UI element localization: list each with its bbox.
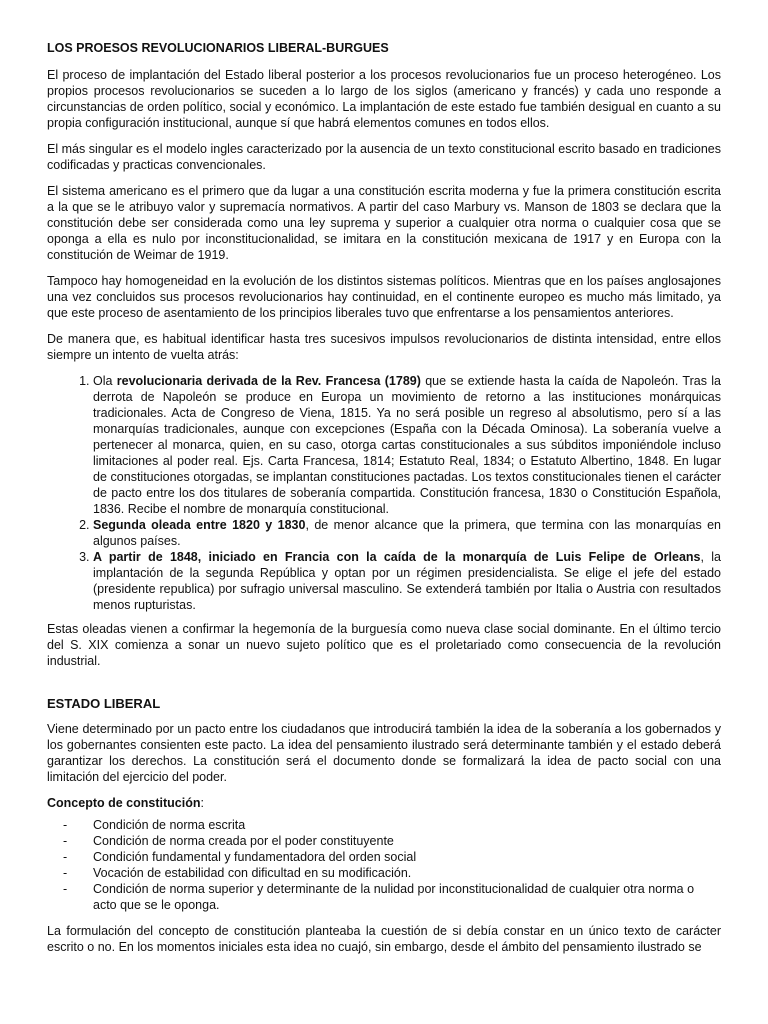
concept-heading-colon: :: [200, 796, 204, 810]
closing-paragraph: Estas oleadas vienen a confirmar la hegemonía de la burguesía como nueva clase social dominante. En el último tercio del S. XIX comienza a sonar un nuevo sujeto político que es el proletariado como consecuencia de la revolución industrial.: [47, 622, 721, 668]
document-title: LOS PROESOS REVOLUCIONARIOS LIBERAL-BURGUES: [47, 41, 389, 55]
dash-bullet: -: [63, 882, 68, 896]
estado-liberal-paragraph: Viene determinado por un pacto entre los ciudadanos que introducirá también la idea de la soberanía a los gobernados y los gobernantes consienten este pacto. La idea del pensamiento ilustrado será determinante también y el estado deberá garantizar los derechos. La constitución será el documento donde se formalizará la idea de pacto social con una limitación del ejercicio del poder.: [47, 722, 721, 784]
concept-item-text: Condición de norma superior y determinante de la nulidad por inconstitucionalidad de cualquier otra norma o acto que se le oponga.: [93, 882, 695, 912]
intro-paragraph-4: Tampoco hay homogeneidad en la evolución de los distintos sistemas políticos. Mientras que en los países anglosajones una vez concluidos sus procesos revolucionarios hay continuidad, en el continente europeo es mucho más limitado, ya que este proceso de asentamiento de los principios liberales tuvo que enfrentarse a los pensamientos anteriores.: [47, 274, 721, 320]
dash-bullet: -: [63, 850, 68, 864]
concept-list: [47, 817, 721, 913]
dash-bullet: -: [63, 834, 68, 848]
concept-item-text: Condición de norma escrita: [93, 818, 246, 832]
concept-item: [47, 865, 721, 881]
section-heading-estado-liberal: ESTADO LIBERAL: [47, 696, 161, 711]
wave-item-2: [93, 517, 721, 549]
wave-1-rest: que se extiende hasta la caída de Napoleón. Tras la derrota de Napoleón se produce en Europa un movimiento de retorno a las instituciones monárquicas tradicionales. Acta de Congreso de Viena, 1815. Ya no será posible un regreso al absolutismo, pero sí a las monarquías tradicionales, aunque con excepciones (España con la Década Ominosa). La soberanía vuelve a pertenecer al monarca, quien, en su caso, otorga cartas constitucionales a sus súbditos imponiéndole incluso limitaciones al poder real. Ejs. Carta Francesa, 1814; Estatuto Real, 1834; o Estatuto Albertino, 1848. En lugar de constituciones otorgadas, se implantan constituciones pactadas. Los textos constitucionales tienen el carácter de pacto entre los dos titulares de soberanía compartida. Constitución francesa, 1830 o Constitución Española, 1836. Recibe el nombre de monarquía constitucional.: [93, 374, 721, 516]
wave-3-rest: , la implantación de la segunda República y optan por un régimen presidencialista. Se elige el jefe del estado (presidente republica) por sufragio universal masculino. Se extenderá también por Italia o Austria con resultados menos rupturistas.: [93, 550, 721, 612]
wave-2-rest: , de menor alcance que la primera, que termina con las monarquías en algunos países.: [93, 518, 721, 548]
concept-item-text: Condición de norma creada por el poder constituyente: [93, 834, 394, 848]
wave-item-1: [93, 373, 721, 517]
wave-item-3: [93, 549, 721, 613]
intro-paragraph-5: De manera que, es habitual identificar hasta tres sucesivos impulsos revolucionarios de distinta intensidad, entre ellos siempre un intento de vuelta atrás:: [47, 332, 721, 362]
concept-item: [47, 881, 721, 913]
wave-3-bold: A partir de 1848, iniciado en Francia con la caída de la monarquía de Luis Felipe de Orleans: [93, 550, 701, 564]
wave-1-bold: revolucionaria derivada de la Rev. Francesa (1789): [116, 374, 421, 388]
concept-item-text: Condición fundamental y fundamentadora del orden social: [93, 850, 417, 864]
final-paragraph: La formulación del concepto de constitución planteaba la cuestión de si debía constar en un único texto de carácter escrito o no. En los momentos iniciales esta idea no cuajó, sin embargo, desde el ámbito del pensamiento ilustrado se: [47, 924, 721, 954]
intro-paragraph-2: El más singular es el modelo ingles caracterizado por la ausencia de un texto constitucional escrito basado en tradiciones codificadas y practicas convencionales.: [47, 142, 721, 172]
dash-bullet: -: [63, 866, 68, 880]
concept-heading: [47, 795, 721, 811]
wave-2-bold: Segunda oleada entre 1820 y 1830: [93, 518, 306, 532]
wave-1-lead: Ola: [93, 374, 117, 388]
dash-bullet: -: [63, 818, 68, 832]
concept-heading-label: Concepto de constitución: [47, 796, 201, 810]
concept-item-text: Vocación de estabilidad con dificultad en su modificación.: [93, 866, 412, 880]
concept-item: [47, 833, 721, 849]
intro-paragraph-3: El sistema americano es el primero que da lugar a una constitución escrita moderna y fue la primera constitución escrita a la que se le atribuyo valor y supremacía normativos. A partir del caso Marbury vs. Manson de 1803 se declara que la constitución debe ser considerada como una ley suprema y superior a cualquier otra norma o cualquier cosa que se oponga a ella es nulo por inconstitucionalidad, se imitara en la constitución mexicana de 1917 y en Europa con la constitución de Weimar de 1919.: [47, 184, 721, 262]
concept-item: [47, 817, 721, 833]
intro-paragraph-1: El proceso de implantación del Estado liberal posterior a los procesos revolucionarios fue un proceso heterogéneo. Los propios procesos revolucionarios se suceden a lo largo de los siglos (americano y francés) y cada uno responde a circunstancias de orden político, social y económico. La implantación de este estado fue también desigual en cuanto a su propia configuración institucional, aunque sí que habrá elementos comunes en todos ellos.: [47, 68, 721, 130]
revolutionary-waves-list: [47, 373, 721, 613]
concept-item: [47, 849, 721, 865]
